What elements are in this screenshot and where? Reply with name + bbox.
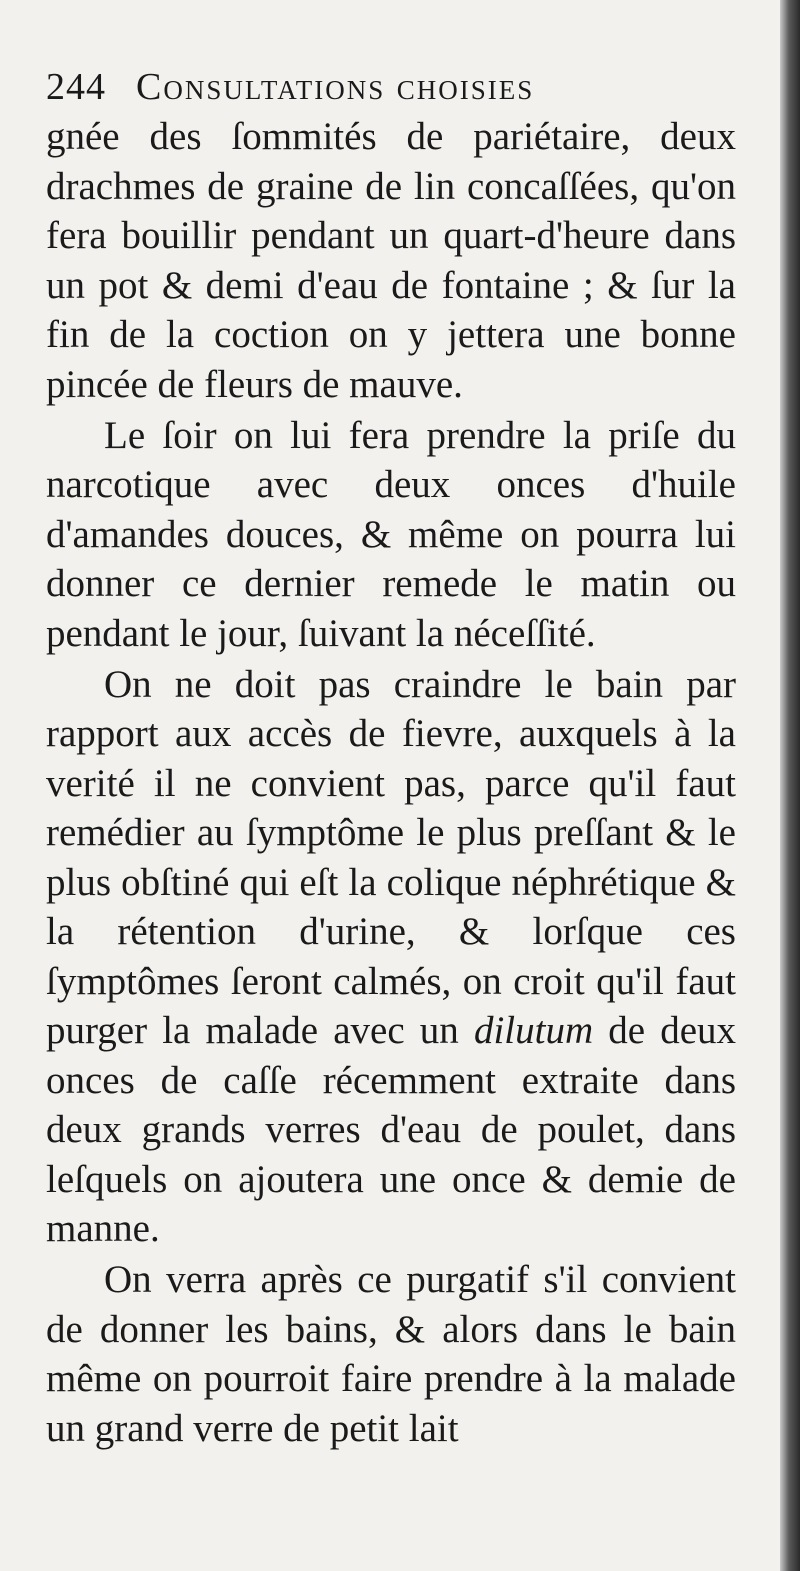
latin-term: dilutum <box>473 1009 594 1052</box>
paragraph-continued: gnée des ſommités de pariétaire, deux drachmes de graine de lin concaſſées, qu'on fera bouillir pendant un quart-d'heure dans un pot & demi d'eau de fontaine ; & ſur la fin de la coction on y jettera une bonne pincée de fleurs de mauve. <box>46 115 736 406</box>
paragraph-text: de deux onces de caſſe récemment extraite dans deux grands verres d'eau de poulet, dans leſquels on ajoutera une once & demie de manne. <box>46 1009 737 1250</box>
paragraph-text: On ne doit pas craindre le bain par rapport aux accès de fievre, auxquels à la verité il ne convient pas, parce qu'il faut remédier au ſymptôme le plus preſſant & le plus obſtiné qui eſt la colique néphrétique & la rétention d'urine, & lorſque ces ſymptômes ſeront calmés, on croit qu'il faut purger la malade avec un <box>46 662 736 1052</box>
running-header <box>46 62 534 112</box>
page-gutter-shadow <box>780 0 800 1571</box>
page-number: 244 <box>46 66 106 108</box>
paragraph: Le ſoir on lui fera prendre la priſe du narcotique avec deux onces d'huile d'amandes douces, & même on pourra lui donner ce dernier remede le matin ou pendant le jour, ſuivant la néceſſité. <box>46 413 736 655</box>
body-text <box>46 112 736 1453</box>
running-title: Consultations choisies <box>136 66 535 108</box>
paragraph <box>46 660 736 1254</box>
paragraph: On verra après ce purgatif s'il convient de donner les bains, & alors dans le bain même on pourroit faire prendre à la malade un grand verre de petit lait <box>46 1258 736 1450</box>
